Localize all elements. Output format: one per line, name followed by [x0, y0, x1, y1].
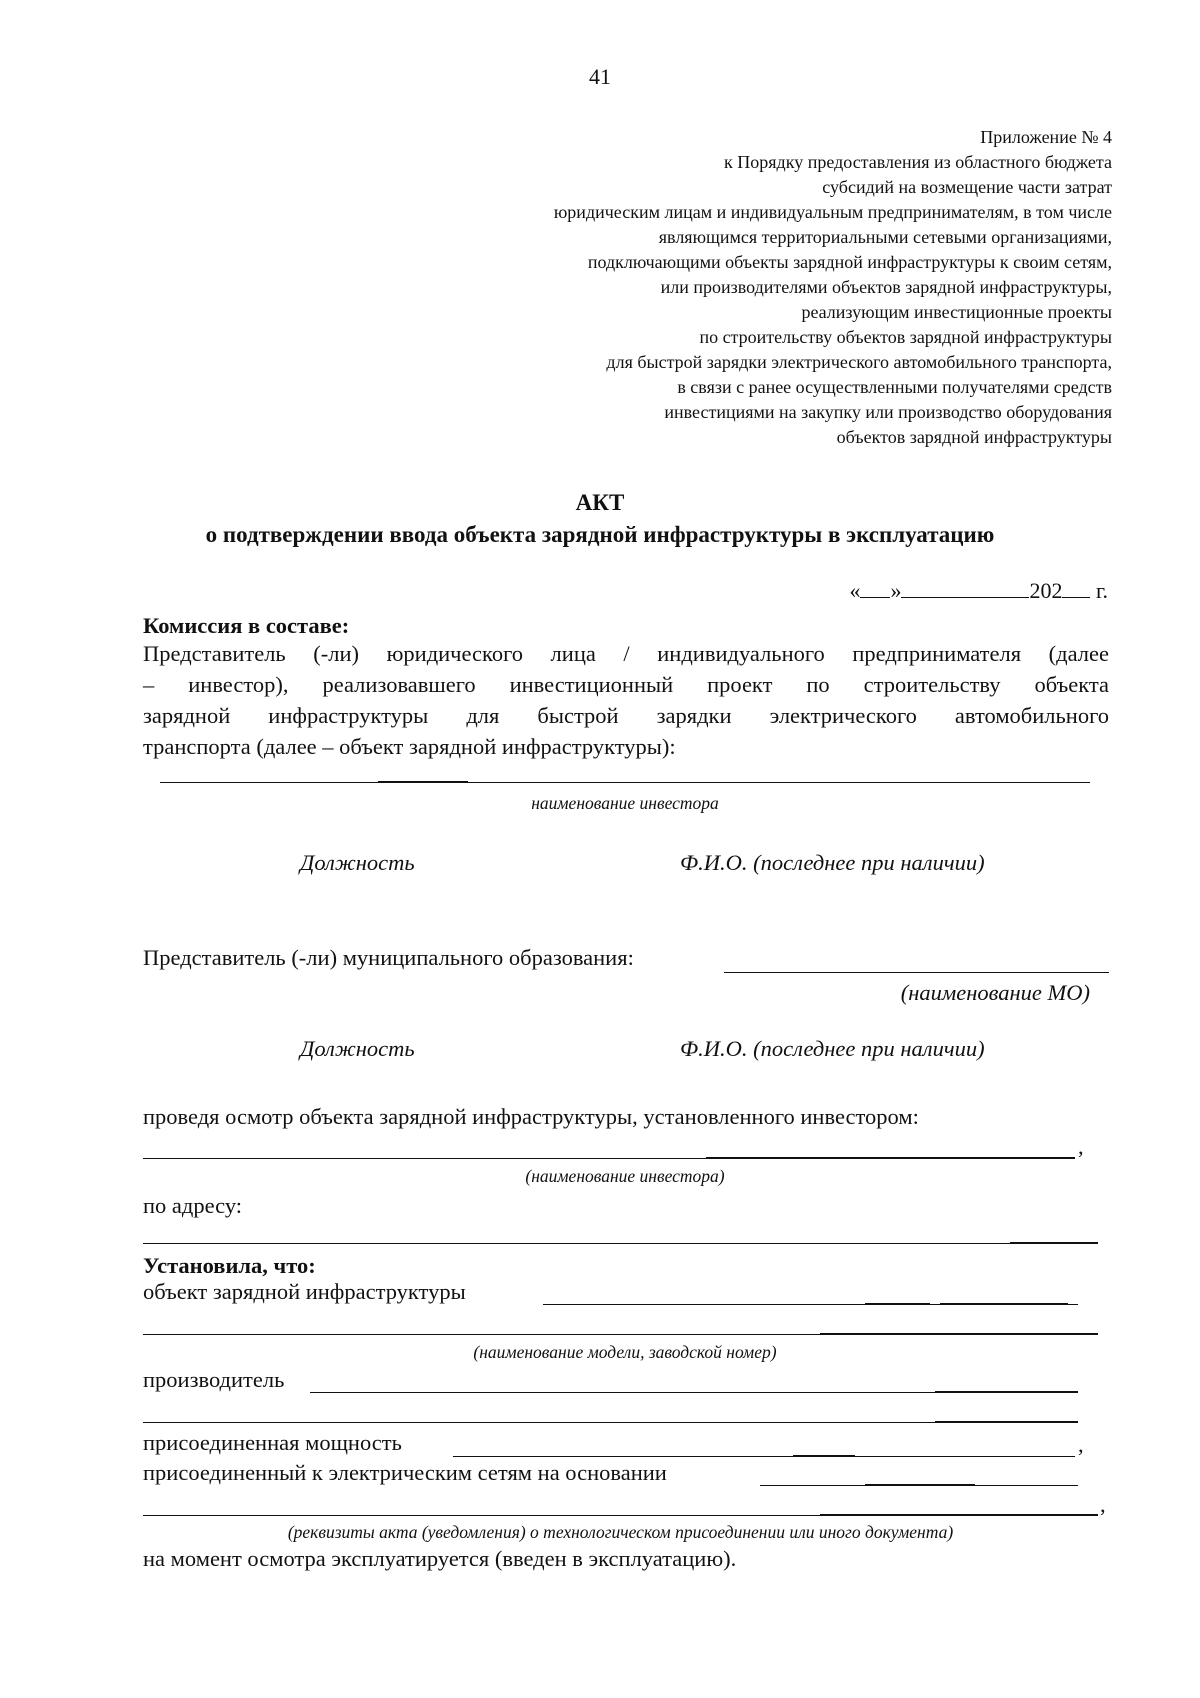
appendix-line: являющимся территориальными сетевыми организациями,	[658, 227, 1112, 247]
fio-label: Ф.И.О. (последнее при наличии)	[680, 1036, 985, 1061]
appendix-line: к Порядку предоставления из областного бюджета	[724, 152, 1112, 172]
fio-label: Ф.И.О. (последнее при наличии)	[680, 850, 985, 875]
manufacturer-label: производитель	[143, 1367, 285, 1392]
address-line-segment	[1010, 1242, 1098, 1244]
paragraph-line: – инвестор), реализовавшего инвестиционный проект по строительству объекта	[143, 672, 1109, 697]
object-line-segment	[865, 1303, 930, 1305]
appendix-line: подключающими объекты зарядной инфраструктуры к своим сетям,	[587, 252, 1112, 272]
requisites-caption: (реквизиты акта (уведомления) о технологическом присоединении или иного документа)	[287, 1522, 954, 1542]
appendix-header	[554, 125, 1112, 450]
document-title: АКТ	[575, 490, 625, 515]
inspection-text: проведя осмотр объекта зарядной инфраструктуры, установленного инвестором:	[143, 1104, 919, 1129]
object-line-segment	[940, 1303, 1068, 1305]
paragraph-line: зарядной инфраструктуры для быстрой зарядки электрического автомобильного	[143, 703, 1109, 728]
address-label: по адресу:	[143, 1193, 243, 1218]
manufacturer-line-2-segment	[935, 1421, 1078, 1423]
day-blank	[860, 579, 890, 598]
power-line-segment	[793, 1455, 855, 1457]
power-line	[453, 1456, 1075, 1457]
year-blank	[1062, 579, 1090, 598]
object-label: объект зарядной инфраструктуры	[143, 1279, 466, 1304]
paragraph-line: Представитель (-ли) юридического лица / индивидуального предпринимателя (далее	[143, 641, 1109, 666]
connection-line-segment	[865, 1484, 975, 1486]
appendix-line: в связи с ранее осуществленными получателями средств	[677, 377, 1112, 397]
position-label: Должность	[300, 1036, 415, 1061]
power-comma: ,	[1078, 1432, 1084, 1457]
model-line-segment	[820, 1333, 1098, 1335]
mo-name-caption: (наименование МО)	[900, 980, 1090, 1005]
requisites-line-segment	[820, 1514, 1098, 1516]
power-label: присоединенная мощность	[143, 1430, 402, 1455]
final-text: на момент осмотра эксплуатируется (введен в эксплуатацию).	[143, 1546, 737, 1571]
investor-name-line-segment	[378, 781, 468, 783]
appendix-line: Приложение № 4	[980, 127, 1112, 147]
inspected-investor-line-segment	[706, 1157, 1075, 1159]
date-close-quote: »	[890, 578, 902, 603]
investor-name-caption: наименование инвестора	[531, 793, 719, 813]
model-caption: (наименование модели, заводской номер)	[473, 1342, 777, 1362]
year-suffix: г.	[1095, 578, 1108, 603]
date-open-quote: «	[849, 578, 861, 603]
mo-name-line	[724, 972, 1109, 973]
appendix-line: объектов зарядной инфраструктуры	[836, 427, 1112, 447]
connection-comma: ,	[1100, 1492, 1106, 1517]
investor-name-line	[160, 782, 1090, 783]
appendix-line: инвестициями на закупку или производство оборудования	[664, 402, 1112, 422]
document-subtitle: о подтверждении ввода объекта зарядной инфраструктуры в эксплуатацию	[205, 522, 995, 547]
appendix-line: реализующим инвестиционные проекты	[801, 302, 1112, 322]
appendix-line: по строительству объектов зарядной инфраструктуры	[699, 327, 1112, 347]
position-label: Должность	[300, 850, 415, 875]
connection-label: присоединенный к электрическим сетям на основании	[143, 1460, 667, 1485]
inspected-investor-caption: (наименование инвестора)	[525, 1166, 725, 1186]
appendix-line: или производителями объектов зарядной инфраструктуры,	[660, 277, 1112, 297]
appendix-line: субсидий на возмещение части затрат	[822, 177, 1112, 197]
address-line	[143, 1243, 1098, 1244]
manufacturer-line-segment	[935, 1391, 1078, 1393]
year-prefix: 202	[1029, 578, 1063, 603]
appendix-line: юридическим лицам и индивидуальным предпринимателям, в том числе	[553, 202, 1112, 222]
appendix-line: для быстрой зарядки электрического автомобильного транспорта,	[606, 352, 1112, 372]
established-heading: Установила, что:	[143, 1253, 316, 1278]
commission-heading: Комиссия в составе:	[143, 613, 350, 638]
date-line	[849, 578, 1108, 604]
paragraph-line: транспорта (далее – объект зарядной инфраструктуры):	[143, 734, 676, 759]
month-blank	[901, 579, 1029, 598]
mo-representative-label: Представитель (-ли) муниципального образования:	[143, 945, 634, 970]
page-number: 41	[589, 64, 611, 89]
inspected-investor-comma: ,	[1078, 1134, 1084, 1159]
investor-paragraph	[143, 638, 1109, 762]
